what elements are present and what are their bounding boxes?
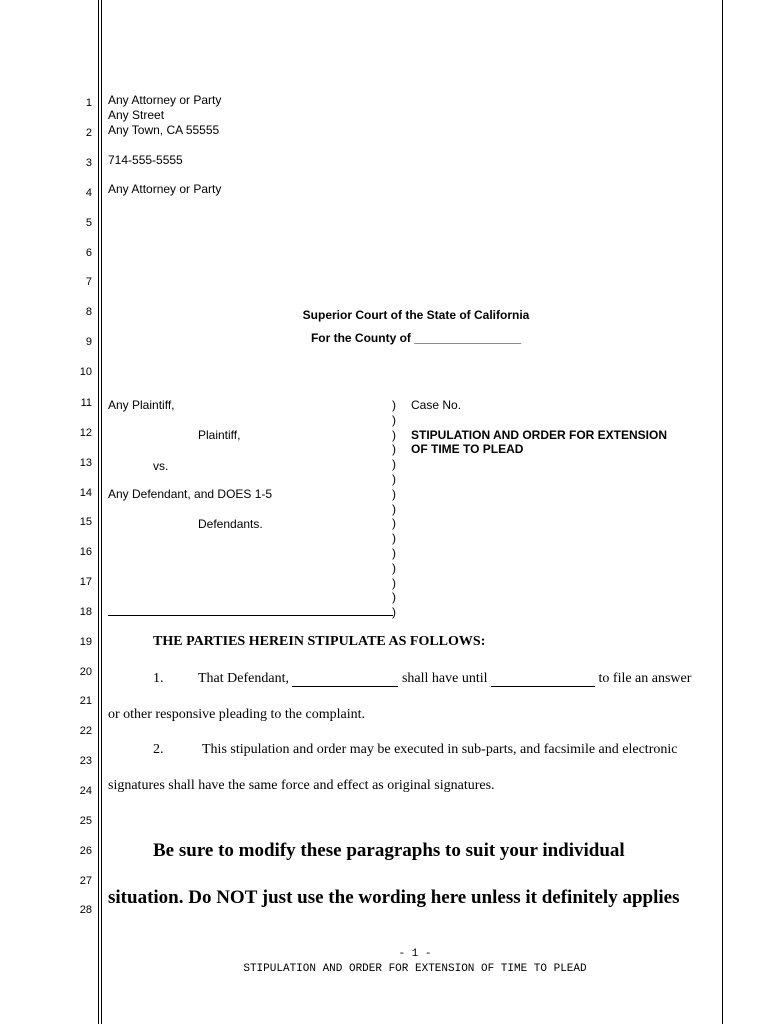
court-name: Superior Court of the State of California [302,308,530,322]
document-title-line2: OF TIME TO PLEAD [411,442,524,456]
right-margin-rule [722,0,723,1024]
line-number: 10 [79,366,92,378]
line-number: 9 [85,336,92,348]
paragraph-1-line [198,671,691,687]
line-number: 17 [79,576,92,588]
line-number: 19 [79,636,92,648]
stipulate-heading: THE PARTIES HEREIN STIPULATE AS FOLLOWS: [153,634,486,649]
footer-page-number: - 1 - [398,948,432,960]
line-number: 8 [85,306,92,318]
court-county: For the County of ________________ [310,331,522,345]
caption-paren: ) [392,531,396,546]
caption-paren: ) [392,546,396,560]
line-number: 20 [79,666,92,678]
line-number: 11 [80,397,92,409]
caption-paren: ) [392,605,396,620]
plaintiff-name: Any Plaintiff, [108,398,175,412]
paragraph-2-number: 2. [153,742,164,757]
line-number: 13 [79,457,92,469]
caption-paren: ) [392,575,396,590]
caption-paren: ) [392,457,396,472]
paragraph-1-part-a: That Defendant, [198,671,289,686]
caption-paren: ) [392,442,396,457]
attorney-for: Any Attorney or Party [108,182,222,196]
line-number: 6 [85,247,92,259]
line-number: 18 [79,606,92,618]
line-number: 21 [79,695,92,707]
paragraph-1-part-c: to file an answer [598,671,692,686]
line-number: 5 [85,217,92,229]
line-number: 28 [79,904,92,916]
caption-paren: ) [392,472,396,486]
line-number: 26 [79,845,92,857]
caption-paren: ) [392,501,396,516]
defendant-name: Any Defendant, and DOES 1-5 [108,487,273,501]
line-number: 14 [79,487,92,499]
left-margin-rule-outer [98,0,99,1024]
caption-paren: ) [392,398,396,412]
caption-underline [108,615,393,616]
instruction-note-line1: Be sure to modify these paragraphs to suit your individual [153,840,625,861]
caption-paren: ) [392,516,396,531]
line-number: 15 [79,516,92,528]
line-number: 27 [79,875,92,887]
line-number: 2 [85,127,92,139]
line-number: 12 [79,427,92,439]
line-number: 1 [85,97,92,109]
attorney-name: Any Attorney or Party [108,93,222,107]
caption-paren: ) [392,412,396,427]
attorney-city: Any Town, CA 55555 [108,123,220,137]
caption-paren: ) [392,427,396,442]
deadline-date-blank [491,671,595,687]
line-number: 25 [79,815,92,827]
caption-paren: ) [392,486,396,501]
line-number: 16 [79,546,92,558]
defendant-label: Defendants. [198,517,263,531]
plaintiff-label: Plaintiff, [198,428,241,442]
paragraph-2-line: This stipulation and order may be executed in sub-parts, and facsimile and electronic [202,742,678,757]
attorney-phone: 714-555-5555 [108,153,183,167]
case-number-label: Case No. [411,398,462,412]
instruction-note-line2: situation. Do NOT just use the wording here unless it definitely applies [108,887,680,908]
paragraph-2-continuation: signatures shall have the same force and effect as original signatures. [108,778,495,793]
document-title-line1: STIPULATION AND ORDER FOR EXTENSION [411,428,668,442]
attorney-street: Any Street [108,108,165,122]
caption-paren: ) [392,590,396,605]
paragraph-1-part-b: shall have until [401,671,488,686]
left-margin-rule-inner [101,0,102,1024]
versus: vs. [153,459,169,473]
line-number: 3 [85,157,92,169]
line-number: 22 [79,725,92,737]
defendant-name-blank [292,671,398,687]
paragraph-1-continuation: or other responsive pleading to the complaint. [108,707,365,722]
footer-document-title: STIPULATION AND ORDER FOR EXTENSION OF TIME TO PLEAD [243,963,587,975]
caption-paren: ) [392,560,396,575]
line-number: 23 [79,755,92,767]
paragraph-1-number: 1. [153,671,164,686]
line-number: 4 [85,187,92,199]
line-number: 24 [79,785,92,797]
line-number: 7 [85,276,92,288]
